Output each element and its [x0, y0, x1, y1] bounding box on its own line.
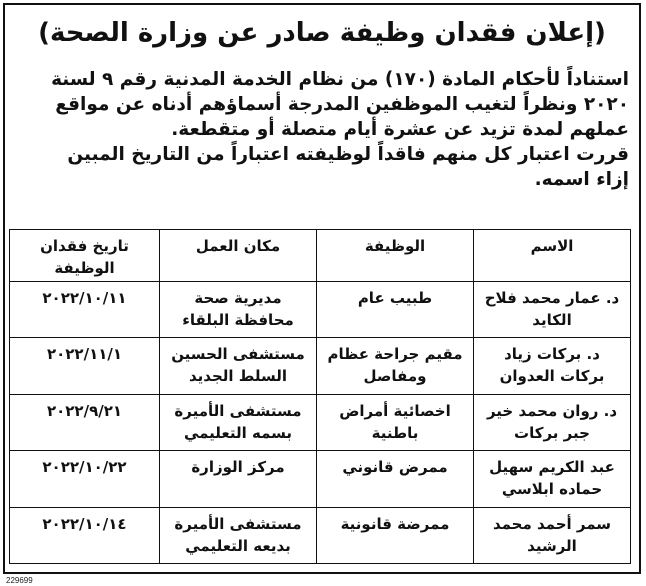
header-workplace: مكان العمل: [160, 230, 317, 282]
notice-body: [13, 67, 629, 192]
cell-job: ممرضة قانونية: [317, 507, 474, 563]
cell-job: ممرض قانوني: [317, 451, 474, 507]
table-row: [10, 507, 631, 563]
body-line: عملهم لمدة تزيد عن عشرة أيام متصلة أو متقطعة.: [171, 119, 629, 140]
body-line: ٢٠٢٠ ونظراً لتغيب الموظفين المدرجة أسماؤهم أدناه عن مواقع: [55, 94, 629, 115]
table-row: [10, 338, 631, 394]
cell-name: سمر أحمد محمد الرشيد: [474, 507, 631, 563]
body-line: قررت اعتبار كل منهم فاقداً لوظيفته اعتباراً من التاريخ المبين: [67, 144, 629, 165]
cell-workplace: مركز الوزارة: [160, 451, 317, 507]
cell-name: د. بركات زياد بركات العدوان: [474, 338, 631, 394]
header-date: تاريخ فقدان الوظيفة: [10, 230, 160, 282]
table-row: [10, 394, 631, 450]
cell-date: ٢٠٢٢/١١/١: [10, 338, 160, 394]
body-line: إزاء اسمه.: [534, 169, 629, 190]
cell-date: ٢٠٢٢/٩/٢١: [10, 394, 160, 450]
table-row: [10, 451, 631, 507]
header-name: الاسم: [474, 230, 631, 282]
cell-date: ٢٠٢٢/١٠/١١: [10, 282, 160, 338]
header-job: الوظيفة: [317, 230, 474, 282]
cell-workplace: مستشفى الأميرة بسمه التعليمي: [160, 394, 317, 450]
cell-workplace: مديرية صحة محافظة البلقاء: [160, 282, 317, 338]
employees-table: [9, 229, 631, 564]
cell-workplace: مستشفى الأميرة بديعه التعليمي: [160, 507, 317, 563]
cell-date: ٢٠٢٢/١٠/١٤: [10, 507, 160, 563]
table-header-row: [10, 230, 631, 282]
cell-job: طبيب عام: [317, 282, 474, 338]
reference-code: 229699: [6, 576, 33, 585]
cell-name: د. عمار محمد فلاح الكايد: [474, 282, 631, 338]
body-line: استناداً لأحكام المادة (١٧٠) من نظام الخدمة المدنية رقم ٩ لسنة: [51, 69, 629, 90]
cell-name: د. روان محمد خير جبر بركات: [474, 394, 631, 450]
cell-date: ٢٠٢٢/١٠/٢٢: [10, 451, 160, 507]
notice-title: (إعلان فقدان وظيفة صادر عن وزارة الصحة): [38, 18, 606, 48]
table-row: [10, 282, 631, 338]
cell-workplace: مستشفى الحسين السلط الجديد: [160, 338, 317, 394]
cell-job: اخصائية أمراض باطنية: [317, 394, 474, 450]
cell-name: عبد الكريم سهيل حماده ابلاسي: [474, 451, 631, 507]
cell-job: مقيم جراحة عظام ومفاصل: [317, 338, 474, 394]
